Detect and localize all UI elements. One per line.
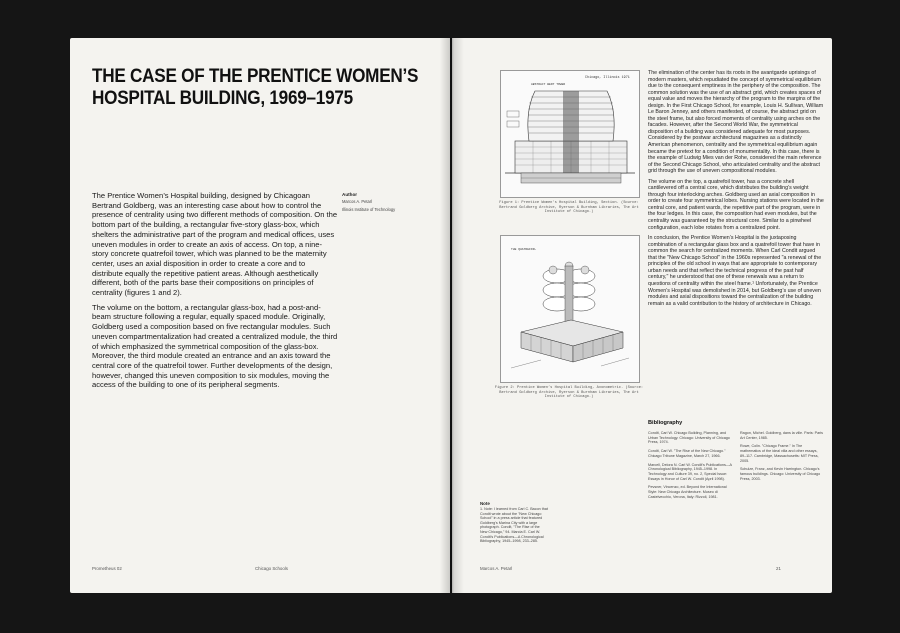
figure-2-axonometric-drawing (500, 235, 640, 383)
figure-2-caption: Figure 2: Prentice Women’s Hospital Building, Axonometric. (Source: Bertrand Goldberg Archive, Ryerson & Burnham Libraries, The Art Institute of Chicago.) (494, 386, 644, 400)
figure-1-label: ABSTRACT BENT TOWER (531, 83, 566, 86)
footer-section: Chicago Schools (255, 566, 288, 571)
bibliography-entry: Condit, Carl W. "The Rise of the New Chicago." Chicago Tribune Magazine, March 27, 1966. (648, 449, 726, 458)
axonometric-drawing-svg (501, 236, 639, 382)
bibliography-title: Bibliography (648, 420, 683, 426)
figure-1-section-drawing (500, 70, 640, 198)
left-body-text (92, 191, 338, 395)
right-body-text (648, 70, 824, 311)
figure-2-label: THE QUATREFOIL (511, 248, 537, 251)
paragraph: In conclusion, the Prentice Women’s Hospital is the juxtaposing combination of a rectangular glass box and a quatrefoil tower that have in common the search for centralized moments. When Carl Condit argued that the "New Chicago School" in the 1960s represented "a renewal of the principles of the old school in ways that are appropriate to contemporary urban needs and that reflect the technical progress of the past half century," he understood that one of these renewals was a return to questions of centrality within the steel frame.¹ Unfortunately, the Prentice Women’s Hospital was demolished in 2014, but Goldberg’s use of uneven modules and axial dispositions toward the centralization of the building remain as a valid contribution to the history of architecture in Chicago. (648, 235, 822, 307)
bibliography-entry: Marcell, Delora N. Carl W. Condit’s Publications—A Chronological Bibliography, 1945–1998. In Technology and Culture 39, no. 2, Special Issue: Essays in Honor of Carl W. Condit (April 1998). (648, 462, 732, 481)
paragraph: The volume on the bottom, a rectangular glass-box, had a post-and-beam structure following a regular, equally spaced module. Originally, Goldberg used a composition based on five rectangular modules. Such uneven compartmentalization had created a centralized module, the third of which emphasized the symmetrical composition of the glass-box. Moreover, the third module created an entrance and an axis toward the central core of the quatrefoil tower. Further developments of the design, however, changed this uneven composition to six modules, moving the access of the building to one of its peripheral segments. (92, 302, 338, 390)
figure-1-header: Chicago, Illinois 1971 (585, 76, 630, 80)
bibliography-entry: Condit, Carl W. Chicago Building, Planning, and Urban Technology. Chicago: University of Chicago Press, 1974. (648, 431, 730, 445)
bibliography-entry: Ragon, Michel. Goldberg, dans la ville. Paris: Paris Art Center, 1985. (740, 431, 824, 440)
note-text: 1. Note: I learned from Carl C. Bacon that Condit wrote about the "New Chicago School" in a press article that featured Goldberg’s Marina City with a large photograph. Condit, "The Rise of the New Chicago," 94. Marcia E. Carl W. Condit’s Publications—A Chronological Bibliography, 1945–1998, 233–285. (480, 507, 548, 544)
bibliography-entry: Rowe, Colin. "Chicago Frame." In The mathematics of the ideal villa and other essays, 89–117. Cambridge, Massachusetts: MIT Press, 2005. (740, 444, 819, 463)
article-title (92, 65, 426, 109)
bibliography-entry: Schulze, Franz, and Kevin Harrington. Chicago’s famous buildings. Chicago: University of Chicago Press, 2003. (740, 467, 821, 481)
footer-journal: Prometheus 02 (92, 566, 122, 571)
footer-author: Marcos A. Petarl (480, 566, 513, 571)
page-number: 21 (776, 566, 781, 571)
bibliography-entry: Pevsner, Vincenzo, ed. Beyond the International Style: New Chicago Architecture. Museo di Castelvecchio, Verona, Italy: Rizzoli, 1981. (648, 485, 727, 499)
paragraph: The Prentice Women’s Hospital building, designed by Chicagoan Bertrand Goldberg, was an interesting case about how to control the presence of centrality using two different methods of composition. On the bottom part of the building, a rectangular five-story glass-box, which shelters the administrative part of the program and medical offices, uses uneven modules in order to create an axis of access. On top, a nine-story concrete quatrefoil tower, which was planned to be the maternity center, uses an axial disposition in order to create a core and to distribute equally the repetitive patient areas. Although aesthetically different, both of the parts base their compositions on principles of centrality (figures 1 and 2). (92, 191, 338, 298)
author-label: Author (342, 192, 358, 197)
author-block (342, 192, 432, 212)
note-label: Note (480, 501, 490, 506)
author-name: Marcos A. Petarl (342, 199, 373, 204)
right-page (452, 38, 832, 593)
section-drawing-svg (501, 71, 639, 197)
paragraph: The elimination of the center has its roots in the avantgarde uprisings of modern masters, which repudiated the concept of symmetrical equilibrium due to the consequent emptiness in the periphery of the composition. The common solution was the use of an abstract grid, which creates spaces of equal value and moves the hierarchy of the program to the margins of the design. In the First Chicago School, for example, Louis H. Sullivan, William Le Baron Jenney, and others manifested, of course, the abstract grid on the steel frame, but also forced moments of centrality using arches on the facades. However, after the Second World War, the symmetrical disposition of a building was considered adequate for most purposes. Considered by the postwar architectural magazines as a distinctly American phenomenon, centrality and the symmetrical equilibrium again became the pretext for a condition of monumentality. In this case, there is the example of Ludwig Mies van der Rohe, considered the main reference of the Second Chicago School, who articulated centrality and the abstract grid through the use of uneven compositional modules. (648, 70, 824, 175)
bibliography-column-1 (648, 431, 732, 503)
title-line-2: HOSPITAL BUILDING, 1969–1975 (92, 87, 353, 109)
bibliography-column-2 (740, 431, 824, 485)
title-line-1: THE CASE OF THE PRENTICE WOMEN’S (92, 65, 419, 87)
author-affiliation: Illinois Institute of Technology (342, 206, 396, 212)
paragraph: The volume on the top, a quatrefoil tower, has a concrete shell cantilevered off a central core, which distributes the building’s weight through four interlocking arches. Goldberg used an axial composition in order to create four symmetrical lobes. Nursing stations were located in the central core, and patient wards, the repetitive part of the program, were in the four ledges. In this case, the composition had even modules, but the centrality was guaranteed by the structural core. Similar to a pinwheel configuration, each lobe rotates from a centralized point. (648, 178, 824, 231)
figure-1-caption: Figure 1: Prentice Women’s Hospital Building, Section. (Source: Bertrand Goldberg Archive, Ryerson & Burnham Libraries, The Art Institute of Chicago.) (499, 201, 639, 215)
left-page (70, 38, 450, 593)
